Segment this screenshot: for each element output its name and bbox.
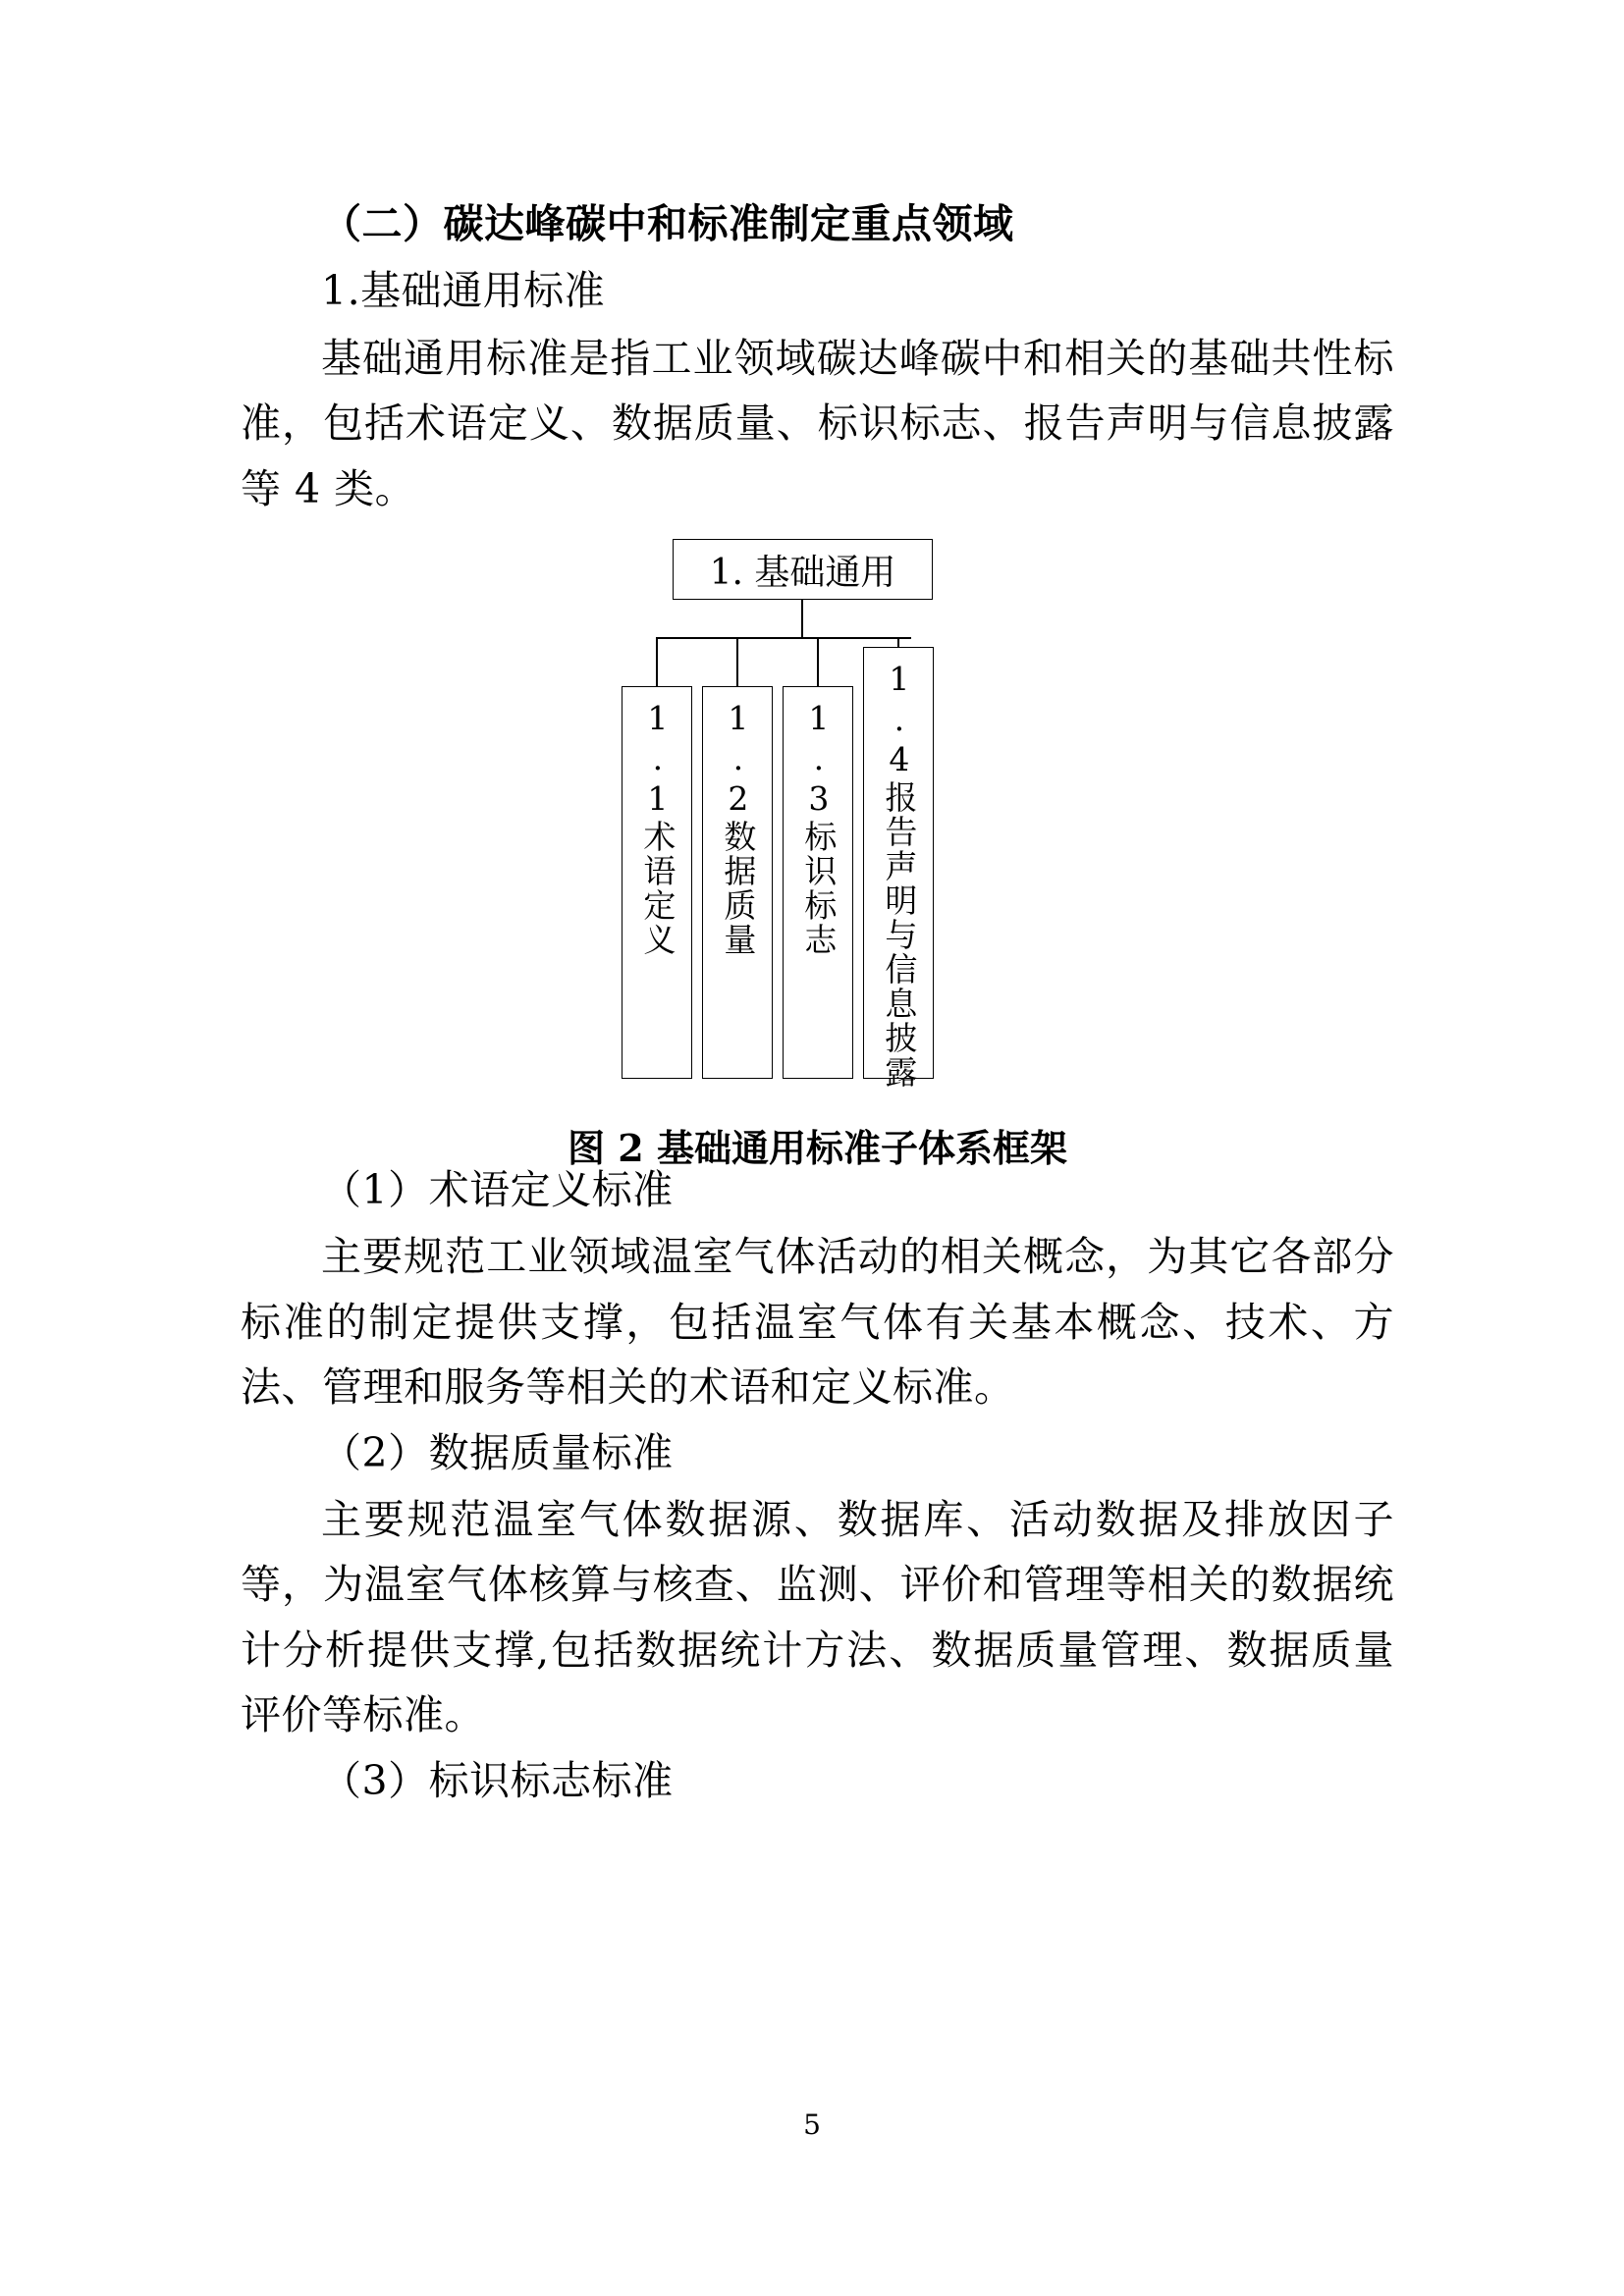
diagram-node-terminology: [622, 686, 692, 1079]
section-subheading-data-quality: （2）数据质量标准: [321, 1428, 674, 1476]
figure-caption: 图 2 基础通用标准子体系框架: [568, 1126, 1067, 1171]
figure-basic-general-framework: [241, 529, 1394, 1171]
diagram-node-data-quality: [702, 686, 773, 1079]
page-content: [241, 191, 1394, 1815]
section-subheading-terminology: （1）术语定义标准: [321, 1166, 674, 1214]
paragraph-basic-general-intro: 基础通用标准是指工业领域碳达峰碳中和相关的基础共性标准，包括术语定义、数据质量、标识标志、报告声明与信息披露等 4 类。: [241, 334, 1394, 512]
connector-drop-4: [897, 637, 899, 647]
connector-root-vertical: [801, 600, 803, 637]
connector-drop-2: [736, 637, 738, 686]
diagram-node-reporting-disclosure: [863, 647, 934, 1091]
diagram-node-root-label: 1. 基础通用: [709, 552, 896, 593]
page-number: 5: [803, 2109, 821, 2141]
section-subheading-basic-general: 1.基础通用标准: [321, 267, 606, 315]
connector-drop-1: [656, 637, 658, 686]
diagram-node-labeling: [783, 686, 853, 1079]
diagram-node-reporting-disclosure-label: 1.4报告声明与信息披露: [880, 660, 919, 1091]
section-heading-key-areas: （二）碳达峰碳中和标准制定重点领域: [321, 200, 1014, 247]
figure-diagram: [241, 529, 1394, 1118]
diagram-node-terminology-label: 1.1术语定义: [638, 699, 677, 958]
paragraph-terminology: 主要规范工业领域温室气体活动的相关概念，为其它各部分标准的制定提供支撑，包括温室气体有关基本概念、技术、方法、管理和服务等相关的术语和定义标准。: [241, 1233, 1394, 1412]
section-subheading-labeling: （3）标识标志标准: [321, 1756, 674, 1804]
diagram-node-root: [673, 539, 933, 600]
connector-drop-3: [817, 637, 819, 686]
connector-horizontal-bus: [656, 637, 911, 639]
diagram-node-data-quality-label: 1.2数据质量: [719, 699, 758, 958]
paragraph-data-quality: 主要规范温室气体数据源、数据库、活动数据及排放因子等，为温室气体核算与核查、监测、评价和管理等相关的数据统计分析提供支撑,包括数据统计方法、数据质量管理、数据质量评价等标准。: [241, 1496, 1394, 1739]
diagram-node-labeling-label: 1.3标识标志: [799, 699, 839, 958]
